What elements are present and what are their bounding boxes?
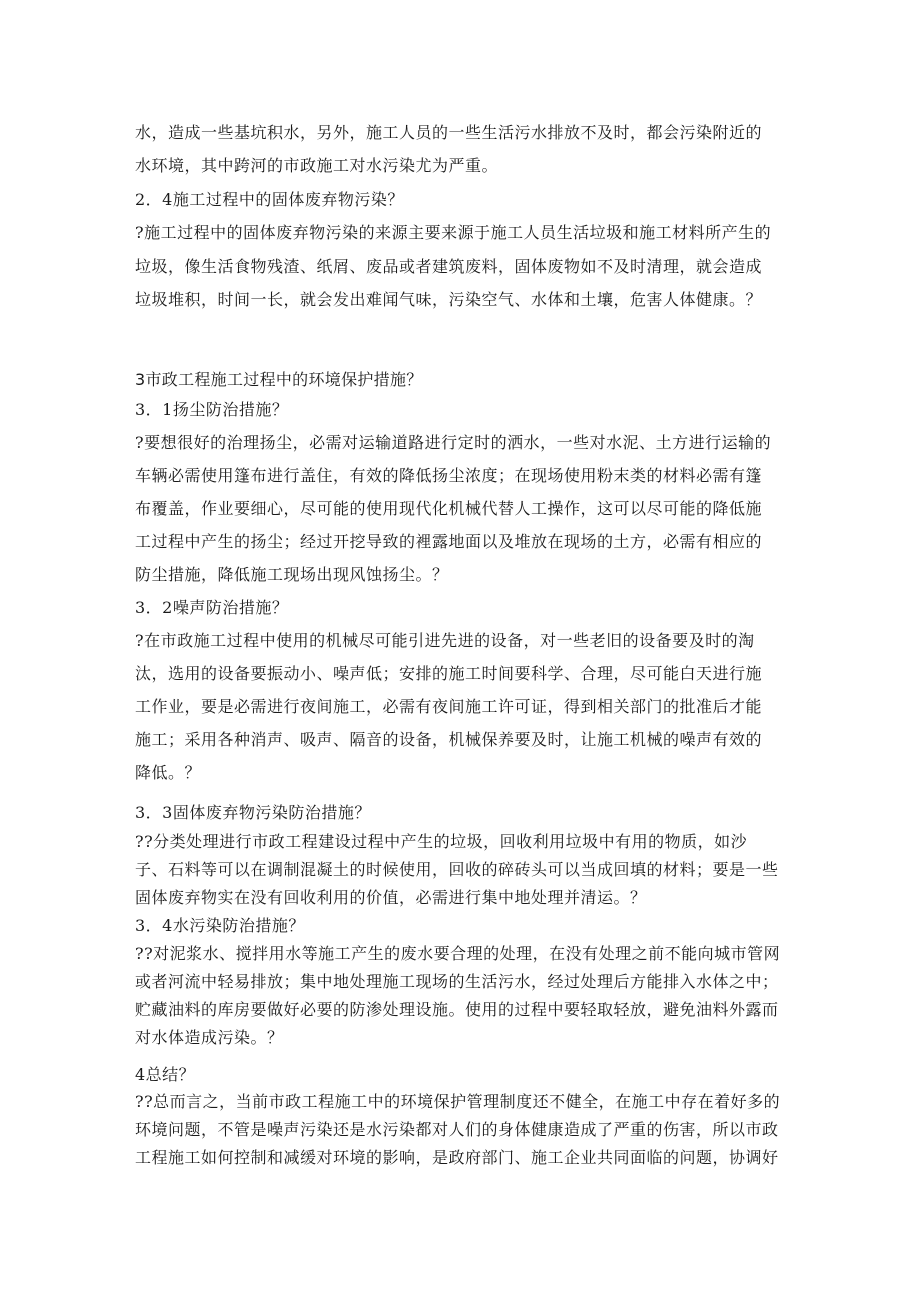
paragraph-line: 车辆必需使用篷布进行盖住，有效的降低扬尘浓度；在现场使用粉末类的材料必需有篷 bbox=[135, 466, 763, 485]
section-heading: 3．1扬尘防治措施？ bbox=[135, 400, 289, 419]
paragraph-line: 工过程中产生的扬尘；经过开挖导致的裡露地面以及堆放在现场的土方，必需有相应的 bbox=[135, 532, 763, 551]
chapter-heading: 3市政工程施工过程中的环境保护措施？ bbox=[135, 370, 423, 389]
paragraph-line: 工作业，要是必需进行夜间施工，必需有夜间施工许可证，得到相关部门的批准后才能 bbox=[135, 697, 763, 716]
paragraph-line: 对水体造成污染。？ bbox=[135, 1028, 284, 1047]
section-heading: 4总结？ bbox=[135, 1065, 196, 1084]
paragraph-line: 防尘措施，降低施工现场出现风蚀扬尘。？ bbox=[135, 565, 449, 584]
section-heading: 3．2噪声防治措施？ bbox=[135, 598, 289, 617]
paragraph-line: 垃圾堆积，时间一长，就会发出难闻气味，污染空气、水体和土壤，危害人体健康。？ bbox=[135, 290, 763, 309]
paragraph-line: 垃圾，像生活食物残渣、纸屑、废品或者建筑废料，固体废物如不及时清理，就会造成 bbox=[135, 257, 763, 276]
paragraph-line: 汰，选用的设备要振动小、噪声低；安排的施工时间要科学、合理，尽可能白天进行施 bbox=[135, 664, 763, 683]
paragraph-line: 贮藏油料的库房要做好必要的防渗处理设施。使用的过程中要轻取轻放，避免油料外露而 bbox=[135, 1000, 779, 1019]
paragraph-line: ?要想很好的治理扬尘，必需对运输道路进行定时的洒水，一些对水泥、土方进行运输的 bbox=[135, 433, 772, 452]
paragraph-line: 施工；采用各种消声、吸声、隔音的设备，机械保养要及时，让施工机械的噪声有效的 bbox=[135, 730, 763, 749]
paragraph-line: 子、石料等可以在调制混凝土的时候使用，回收的碎砖头可以当成回填的材料；要是一些 bbox=[135, 860, 779, 879]
section-heading: 2．4施工过程中的固体废弃物污染？ bbox=[135, 190, 404, 209]
paragraph-line: 固体废弃物实在没有回收利用的价值，必需进行集中地处理并清运。？ bbox=[135, 888, 647, 907]
section-heading: 3．4水污染防治措施？ bbox=[135, 916, 305, 935]
paragraph-line: ??对泥浆水、搅拌用水等施工产生的废水要合理的处理，在没有处理之前不能向城市管网 bbox=[135, 944, 781, 963]
paragraph-line: ??分类处理进行市政工程建设过程中产生的垃圾，回收利用垃圾中有用的物质，如沙 bbox=[135, 832, 748, 851]
paragraph-line: ?施工过程中的固体废弃物污染的来源主要来源于施工人员生活垃圾和施工材料所产生的 bbox=[135, 223, 772, 242]
paragraph-line: 工程施工如何控制和减缓对环境的影响，是政府部门、施工企业共同面临的问题，协调好 bbox=[135, 1148, 779, 1167]
paragraph-line: 降低。？ bbox=[135, 763, 202, 782]
paragraph-line: 环境问题，不管是噪声污染还是水污染都对人们的身体健康造成了严重的伤害，所以市政 bbox=[135, 1120, 779, 1139]
paragraph-line: 水环境，其中跨河的市政施工对水污染尤为严重。 bbox=[135, 156, 499, 175]
paragraph-line: 或者河流中轻易排放；集中地处理施工现场的生活污水，经过处理后方能排入水体之中； bbox=[135, 972, 779, 991]
paragraph-line: ??总而言之，当前市政工程施工中的环境保护管理制度还不健全，在施工中存在着好多的 bbox=[135, 1092, 781, 1111]
section-heading: 3．3固体废弃物污染防治措施？ bbox=[135, 803, 371, 822]
paragraph-line: 水，造成一些基坑积水，另外，施工人员的一些生活污水排放不及时，都会污染附近的 bbox=[135, 123, 763, 142]
paragraph-line: ?在市政施工过程中使用的机械尽可能引进先进的设备，对一些老旧的设备要及时的淘 bbox=[135, 631, 755, 650]
paragraph-line: 布覆盖，作业要细心，尽可能的使用现代化机械代替人工操作，这可以尽可能的降低施 bbox=[135, 499, 763, 518]
